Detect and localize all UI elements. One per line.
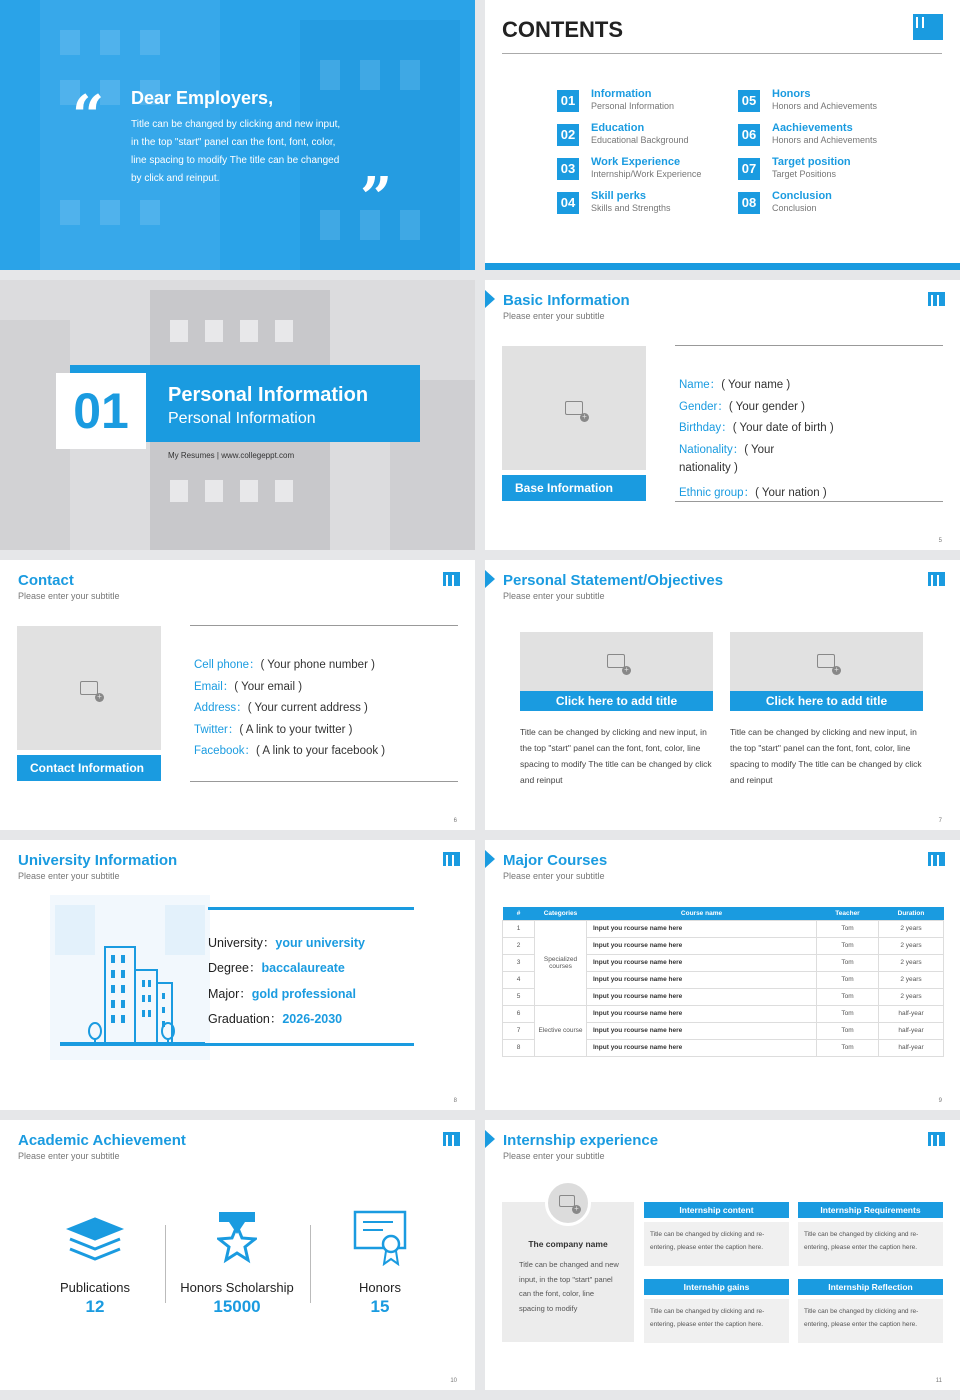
image-icon <box>559 1195 575 1207</box>
slide-cover <box>0 0 475 270</box>
toc-item-subtitle: Internship/Work Experience <box>591 169 702 179</box>
info-label: Birthday： <box>679 422 733 435</box>
internship-box-title: Internship gains <box>644 1279 789 1295</box>
toc-item-subtitle: Target Positions <box>772 169 837 179</box>
internship-box-title: Internship Requirements <box>798 1202 943 1218</box>
internship-box-text: Title can be changed by clicking and re-entering, please enter the caption here. <box>644 1299 789 1343</box>
slide-subtitle: Please enter your subtitle <box>503 1151 605 1161</box>
row-number: 6 <box>503 1005 535 1022</box>
duration: 2 years <box>879 988 944 1005</box>
teacher: Tom <box>817 954 879 971</box>
slide-section-personal <box>0 280 475 550</box>
toc-item-title[interactable]: Conclusion <box>772 190 832 202</box>
divider-bottom <box>675 501 943 502</box>
page-number: 8 <box>453 1098 457 1104</box>
col-teacher: Teacher <box>817 907 879 920</box>
duration: 2 years <box>879 937 944 954</box>
building-icon <box>50 895 210 1060</box>
info-label: Name： <box>679 379 722 391</box>
title-arrow-icon <box>485 570 495 588</box>
page-number: 10 <box>450 1378 457 1384</box>
table-row <box>503 920 944 937</box>
slide-subtitle: Please enter your subtitle <box>18 1151 120 1161</box>
course-name: Input you rcourse name here <box>587 988 817 1005</box>
info-value: ( Your phone number ) <box>260 659 375 671</box>
toc-item-title[interactable]: Work Experience <box>591 156 681 168</box>
col-course-name: Course name <box>587 907 817 920</box>
slide-subtitle: Please enter your subtitle <box>503 591 605 601</box>
info-line <box>208 1009 342 1027</box>
info-line <box>679 398 805 414</box>
info-value: nationality ) <box>679 462 738 475</box>
info-value: 2026-2030 <box>282 1011 343 1026</box>
image-placeholder[interactable] <box>520 632 713 692</box>
toc-number: 01 <box>557 90 579 112</box>
toc-item-title[interactable]: Education <box>591 122 645 134</box>
title-arrow-icon <box>485 850 495 868</box>
page-number: 7 <box>938 818 942 824</box>
internship-box-title: Internship Reflection <box>798 1279 943 1295</box>
logo-icon <box>928 292 945 306</box>
slide-subtitle: Please enter your subtitle <box>503 871 605 881</box>
row-number: 3 <box>503 954 535 971</box>
courses-table <box>502 907 944 1057</box>
image-placeholder[interactable] <box>502 346 646 470</box>
table-row <box>503 1005 944 1022</box>
info-line <box>194 742 385 758</box>
duration: half-year <box>879 1039 944 1056</box>
duration: 2 years <box>879 971 944 988</box>
title-arrow-icon <box>485 1130 495 1148</box>
toc-number: 04 <box>557 192 579 214</box>
duration: 2 years <box>879 920 944 937</box>
duration: half-year <box>879 1005 944 1022</box>
info-line <box>208 933 365 951</box>
info-label: Gender： <box>679 400 729 413</box>
toc-number: 08 <box>738 192 760 214</box>
company-image-placeholder[interactable] <box>545 1180 591 1226</box>
slide-title: Academic Achievement <box>18 1132 186 1149</box>
card-title-button[interactable]: Click here to add title <box>730 691 923 711</box>
col-duration: Duration <box>879 907 944 920</box>
title-arrow-icon <box>485 290 495 308</box>
close-quote-icon: ” <box>360 165 393 231</box>
course-name: Input you rcourse name here <box>587 1005 817 1022</box>
duration: 2 years <box>879 954 944 971</box>
page-number: 6 <box>453 818 457 824</box>
teacher: Tom <box>817 971 879 988</box>
info-value: ( Your nation ) <box>755 487 827 499</box>
certificate-icon <box>353 1210 407 1266</box>
greeting-heading: Dear Employers, <box>131 88 274 108</box>
slide-subtitle: Please enter your subtitle <box>18 871 120 881</box>
slide-university <box>0 840 475 1110</box>
company-name: The company name <box>528 1239 608 1249</box>
info-line <box>679 484 827 500</box>
logo-icon <box>443 572 460 586</box>
toc-item-subtitle: Honors and Achievements <box>772 135 878 145</box>
stat-label: Publications <box>59 1280 131 1295</box>
contents-bottom-bar <box>485 263 960 270</box>
row-number: 4 <box>503 971 535 988</box>
row-number: 7 <box>503 1022 535 1039</box>
section-title: Personal Information <box>168 384 369 406</box>
slide-contents <box>485 0 960 270</box>
logo-icon <box>928 852 945 866</box>
info-label: Degree： <box>208 961 262 976</box>
greeting-body: Title can be changed by clicking and new input, in the top "start" panel can the font, font, color, line spacing to modify The title can be changed by click and reinput. <box>131 119 341 184</box>
books-icon <box>65 1215 125 1265</box>
slide-basic-information <box>485 280 960 550</box>
info-value: ( Your name ) <box>721 379 791 391</box>
slide-title: Contact <box>18 572 74 589</box>
contents-divider <box>502 53 942 54</box>
award-star-icon <box>217 1210 257 1266</box>
logo-icon <box>913 14 943 40</box>
image-placeholder[interactable] <box>17 626 161 750</box>
slide-personal-statement <box>485 560 960 830</box>
course-name: Input you rcourse name here <box>587 971 817 988</box>
logo-icon <box>928 572 945 586</box>
course-name: Input you rcourse name here <box>587 954 817 971</box>
toc-number: 07 <box>738 158 760 180</box>
image-placeholder[interactable] <box>730 632 923 692</box>
divider-top <box>208 907 414 910</box>
info-line <box>194 699 368 715</box>
toc-item-title[interactable]: Honors <box>772 88 811 100</box>
info-value: ( Your date of birth ) <box>732 422 834 435</box>
teacher: Tom <box>817 1022 879 1039</box>
internship-box-text: Title can be changed by clicking and re-entering, please enter the caption here. <box>644 1222 789 1266</box>
info-label: Ethnic group： <box>679 487 756 499</box>
slide-major-courses <box>485 840 960 1110</box>
card-text: Title can be changed by clicking and new input, in the top "start" panel can the font, font, color, line spacing to modify The title can be changed by click and reinput <box>520 727 712 785</box>
toc-item-title[interactable]: Target position <box>772 156 851 168</box>
course-name: Input you rcourse name here <box>587 937 817 954</box>
open-quote-icon: “ <box>72 83 105 149</box>
slide-subtitle: Please enter your subtitle <box>503 311 605 321</box>
image-caption: Contact Information <box>17 755 161 781</box>
stat-value: 12 <box>85 1297 105 1316</box>
stat-divider <box>165 1225 166 1303</box>
category-cell: Elective course <box>535 1005 587 1056</box>
info-label: Twitter： <box>194 723 240 736</box>
toc-item-subtitle: Educational Background <box>591 135 689 145</box>
row-number: 8 <box>503 1039 535 1056</box>
info-line <box>194 678 302 694</box>
slide-contact <box>0 560 475 830</box>
info-label: Facebook： <box>194 745 257 758</box>
company-text: Title can be changed and new input, in the top "start" panel can the font, color, line spacing to modify <box>519 1260 619 1313</box>
info-label: University： <box>208 936 276 950</box>
teacher: Tom <box>817 1005 879 1022</box>
image-caption: Base Information <box>502 475 646 501</box>
info-value: ( A link to your facebook ) <box>256 745 386 758</box>
toc-item-subtitle: Conclusion <box>772 203 817 213</box>
toc-item-title[interactable]: Information <box>591 88 652 100</box>
internship-box-title: Internship content <box>644 1202 789 1218</box>
divider-bottom <box>190 781 458 782</box>
stat-value: 15000 <box>213 1297 261 1316</box>
info-label: Nationality： <box>679 443 745 456</box>
info-line <box>194 721 353 737</box>
page-number: 11 <box>935 1378 942 1384</box>
slide-subtitle: Please enter your subtitle <box>18 591 120 601</box>
info-value: ( Your email ) <box>234 680 303 693</box>
row-number: 1 <box>503 920 535 937</box>
slide-title: Personal Statement/Objectives <box>503 572 724 589</box>
slide-title: University Information <box>18 852 178 869</box>
info-label: Graduation： <box>208 1011 283 1026</box>
table-header <box>503 907 944 920</box>
toc-number: 02 <box>557 124 579 146</box>
info-label: Major： <box>208 986 252 1001</box>
divider-bottom <box>60 1043 414 1046</box>
info-value: ( Your gender ) <box>728 400 805 413</box>
info-label: Address： <box>194 702 248 715</box>
logo-icon <box>443 852 460 866</box>
image-icon <box>607 654 625 668</box>
course-name: Input you rcourse name here <box>587 1022 817 1039</box>
slide-title: Major Courses <box>503 852 608 869</box>
section-subtitle: Personal Information <box>168 410 316 427</box>
info-line <box>208 958 345 976</box>
teacher: Tom <box>817 1039 879 1056</box>
info-line <box>679 462 738 474</box>
slide-title: Basic Information <box>503 292 630 309</box>
category-cell: Specialized courses <box>535 920 587 1005</box>
toc-item-subtitle: Honors and Achievements <box>772 101 878 111</box>
info-value: ( A link to your twitter ) <box>239 723 353 736</box>
row-number: 2 <box>503 937 535 954</box>
teacher: Tom <box>817 937 879 954</box>
course-name: Input you rcourse name here <box>587 1039 817 1056</box>
row-number: 5 <box>503 988 535 1005</box>
info-label: Email： <box>194 680 235 693</box>
toc-number: 06 <box>738 124 760 146</box>
image-icon <box>565 401 583 415</box>
col-categories: Categories <box>535 907 587 920</box>
logo-icon <box>443 1132 460 1146</box>
page-number: 5 <box>938 538 942 544</box>
info-line <box>194 656 375 672</box>
info-line <box>679 376 790 392</box>
teacher: Tom <box>817 920 879 937</box>
toc-item-subtitle: Skills and Strengths <box>591 203 671 213</box>
info-line <box>679 419 834 435</box>
card-title-button[interactable]: Click here to add title <box>520 691 713 711</box>
stat-label: Honors <box>359 1280 401 1295</box>
slide-academic-achievement <box>0 1120 475 1390</box>
toc-number: 03 <box>557 158 579 180</box>
logo-icon <box>928 1132 945 1146</box>
info-value: your university <box>275 936 365 950</box>
info-line <box>208 984 356 1002</box>
contents-title: CONTENTS <box>502 17 623 42</box>
internship-box-text: Title can be changed by clicking and re-entering, please enter the caption here. <box>798 1299 943 1343</box>
divider-top <box>190 625 458 626</box>
stat-label: Honors Scholarship <box>180 1280 294 1295</box>
teacher: Tom <box>817 988 879 1005</box>
info-value: baccalaureate <box>261 961 345 976</box>
duration: half-year <box>879 1022 944 1039</box>
stat-value: 15 <box>370 1297 390 1316</box>
info-value: ( Your <box>744 443 775 456</box>
internship-box-text: Title can be changed by clicking and re-entering, please enter the caption here. <box>798 1222 943 1266</box>
page-number: 9 <box>938 1098 942 1104</box>
slide-title: Internship experience <box>503 1132 659 1149</box>
section-number: 01 <box>73 383 129 439</box>
col-number: # <box>503 907 535 920</box>
section-credit: My Resumes | www.collegeppt.com <box>168 451 295 460</box>
image-icon <box>80 681 98 695</box>
course-name: Input you rcourse name here <box>587 920 817 937</box>
card-text: Title can be changed by clicking and new input, in the top "start" panel can the font, font, color, line spacing to modify The title can be changed by click and reinput <box>730 727 922 785</box>
info-value: gold professional <box>251 986 356 1001</box>
toc-item-subtitle: Personal Information <box>591 101 675 111</box>
slide-internship <box>485 1120 960 1390</box>
toc-item-title[interactable]: Aachievements <box>772 122 853 134</box>
image-icon <box>817 654 835 668</box>
toc-item-title[interactable]: Skill perks <box>591 190 647 202</box>
toc-number: 05 <box>738 90 760 112</box>
divider-top <box>675 345 943 346</box>
info-value: ( Your current address ) <box>247 702 368 715</box>
info-line <box>679 441 774 457</box>
info-label: Cell phone： <box>194 659 261 671</box>
